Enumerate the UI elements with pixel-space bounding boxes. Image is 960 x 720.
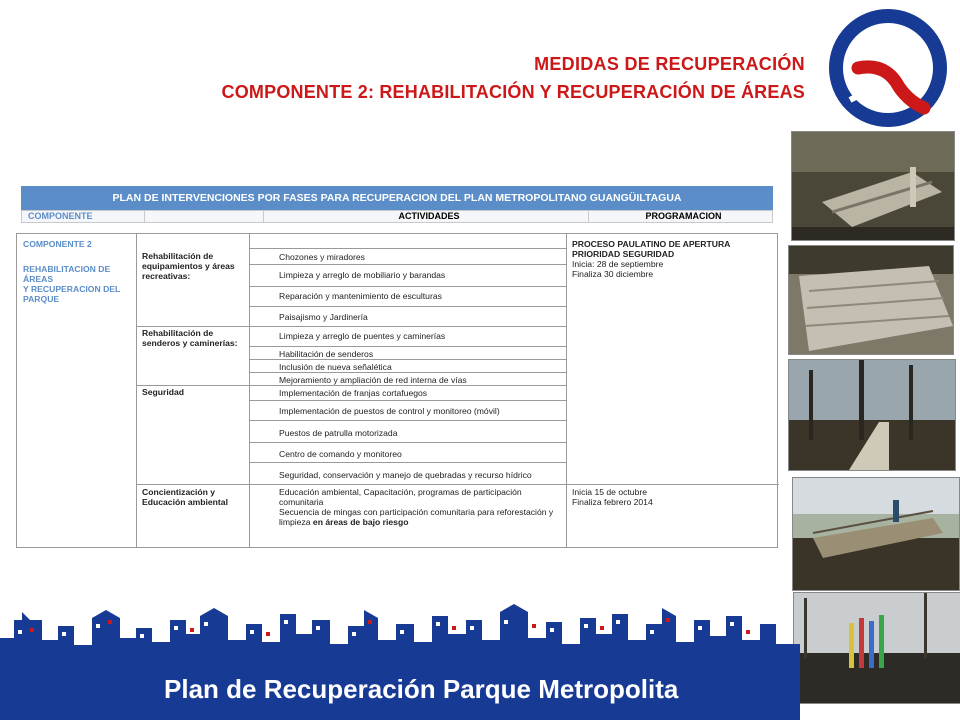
broken-boards-photo — [788, 245, 954, 355]
group-label: Rehabilitación de senderos y caminerías: — [142, 328, 238, 348]
activity-item: Habilitación de senderos — [279, 349, 374, 359]
col-divider — [136, 234, 137, 547]
activity-item: Reparación y mantenimiento de esculturas — [279, 291, 442, 301]
wooden-walkway-photo — [791, 131, 955, 241]
activity-item: Centro de comando y monitoreo — [279, 449, 402, 459]
row-divider — [249, 264, 566, 265]
slide-title-line1: MEDIDAS DE RECUPERACIÓN — [534, 54, 805, 74]
col-programacion: PROGRAMACION — [645, 211, 722, 221]
component-name: COMPONENTE 2 — [23, 239, 92, 249]
activity-item: Puestos de patrulla motorizada — [279, 428, 398, 438]
spacer — [17, 238, 136, 239]
row-divider — [249, 372, 566, 373]
programacion-block-2 — [572, 487, 772, 507]
group-label: Concientización y Educación ambiental — [142, 487, 228, 507]
programacion-end: Finaliza febrero 2014 — [572, 497, 653, 507]
row-divider — [249, 462, 566, 463]
activity-item: Seguridad, conservación y manejo de quebradas y recurso hídrico — [279, 470, 532, 480]
component-description: REHABILITACION DE ÁREAS Y RECUPERACION DEL PARQUE — [23, 264, 121, 304]
plan-header: PLAN DE INTERVENCIONES POR FASES PARA RECUPERACION DEL PLAN METROPOLITANO GUANGÜILTAGUA — [21, 186, 773, 210]
bridge-repair-photo — [792, 477, 960, 591]
slide-title-line2: COMPONENTE 2: REHABILITACIÓN Y RECUPERACIÓN DE ÁREAS — [221, 82, 805, 102]
footer-title: Plan de Recuperación Parque Metropolita — [164, 674, 679, 704]
activity-item: Inclusión de nueva señalética — [279, 362, 392, 372]
activity-item: Limpieza y arreglo de mobiliario y barandas — [279, 270, 446, 280]
row-divider — [249, 248, 566, 249]
activity-item: Implementación de puestos de control y monitoreo (móvil) — [279, 406, 500, 416]
city-skyline-graphic — [0, 590, 800, 670]
activity-item: Paisajismo y Jardinería — [279, 312, 368, 322]
col-componente: COMPONENTE — [22, 211, 145, 222]
activity-item: Chozones y miradores — [279, 252, 365, 262]
activity-item: Mejoramiento y ampliación de red interna de vías — [279, 375, 467, 385]
forest-path-photo — [788, 359, 956, 471]
plan-table — [16, 233, 778, 548]
row-divider — [249, 286, 566, 287]
row-divider — [249, 420, 566, 421]
col-divider — [566, 234, 567, 547]
row-divider — [249, 442, 566, 443]
group-divider — [136, 484, 779, 485]
row-divider — [249, 400, 566, 401]
activity-item: Educación ambiental, Capacitación, programas de participación comunitaria — [279, 487, 522, 507]
plan-column-headers — [21, 210, 773, 223]
activity-text: Secuencia de mingas con participación comunitaria para reforestación y limpieza — [279, 507, 554, 527]
group-label: Seguridad — [142, 387, 185, 397]
group-divider — [136, 385, 566, 386]
programacion-end: Finaliza 30 diciembre — [572, 269, 654, 279]
col-actividades: ACTIVIDADES — [264, 211, 589, 222]
group-divider — [136, 326, 566, 327]
col-divider — [249, 234, 250, 547]
burnt-sculptures-photo — [793, 592, 960, 704]
programacion-block-1 — [572, 239, 772, 279]
row-divider — [249, 346, 566, 347]
programacion-start: Inicia: 28 de septiembre — [572, 259, 664, 269]
programacion-heading: PROCESO PAULATINO DE APERTURA PRIORIDAD SEGURIDAD — [572, 239, 731, 259]
col-blank — [145, 211, 264, 222]
activity-item — [279, 507, 564, 527]
logo-icon — [828, 8, 948, 128]
programacion-start: Inicia 15 de octubre — [572, 487, 648, 497]
group-label: Rehabilitación de equipamientos y áreas recreativas: — [142, 251, 235, 281]
row-divider — [249, 306, 566, 307]
activity-emphasis: en áreas de bajo riesgo — [312, 517, 409, 527]
activity-item: Limpieza y arreglo de puentes y caminerías — [279, 331, 446, 341]
activity-item: Implementación de franjas cortafuegos — [279, 388, 428, 398]
row-divider — [249, 359, 566, 360]
